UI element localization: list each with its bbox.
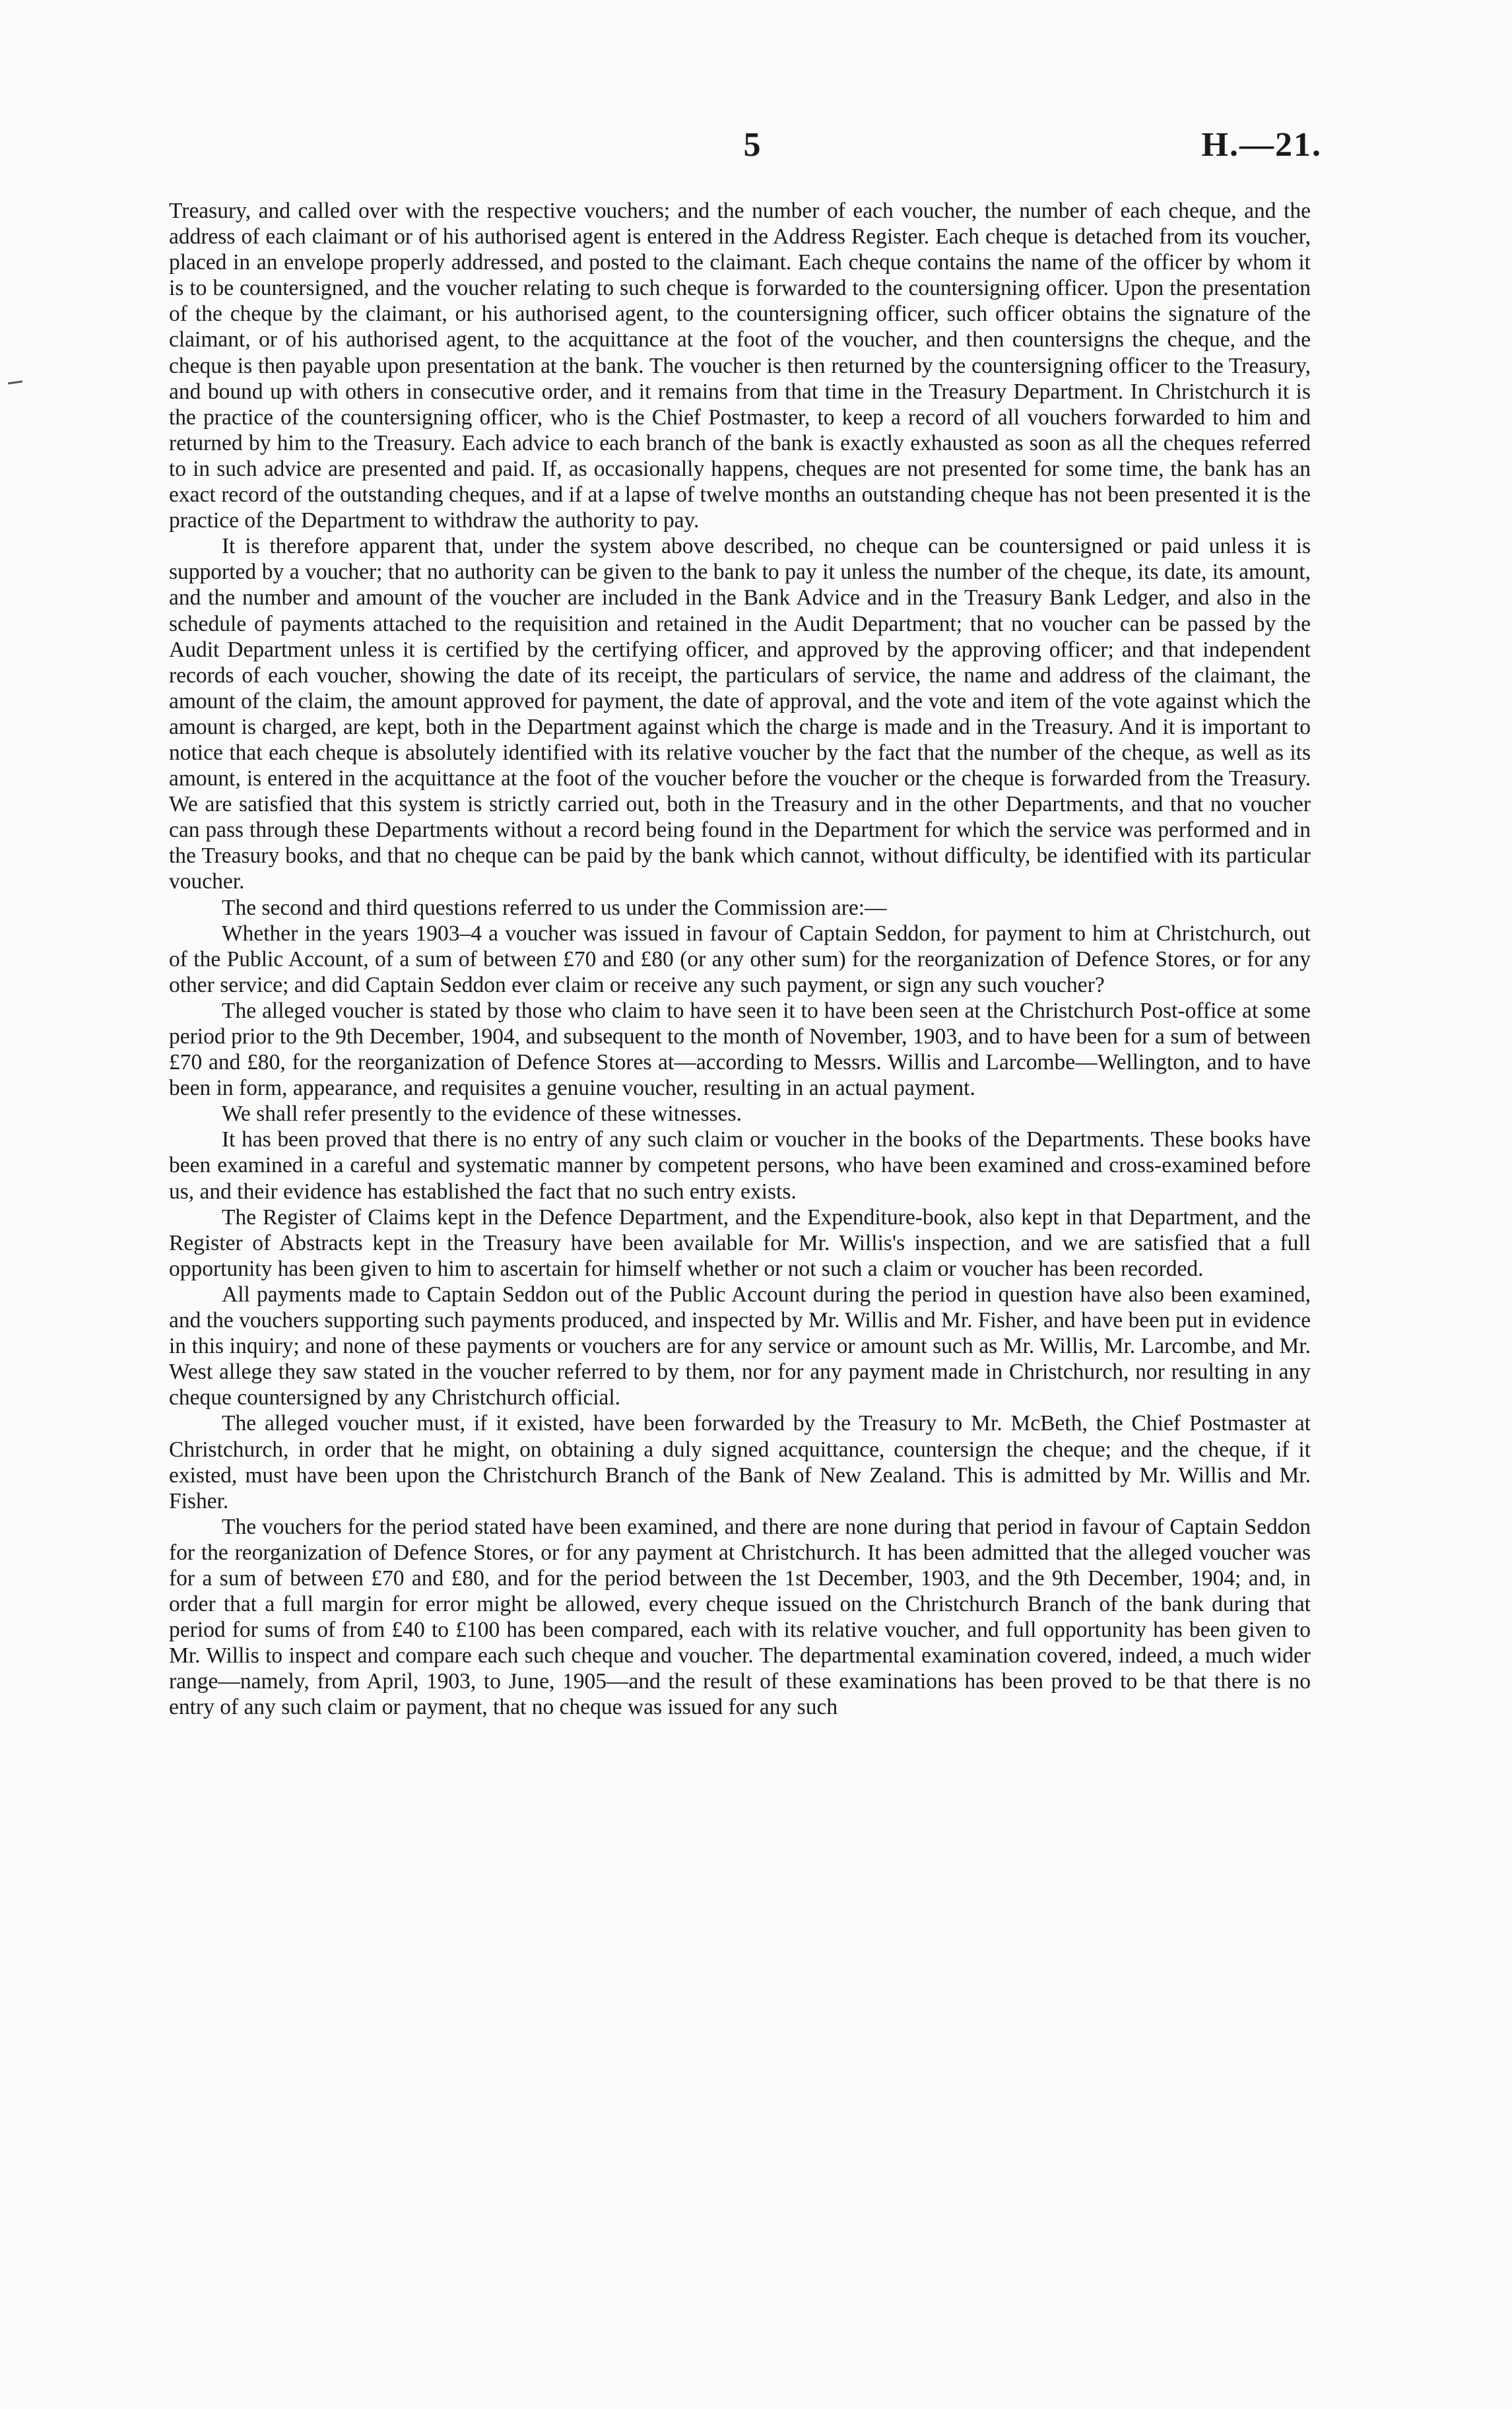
document-reference: H.—21.: [1201, 126, 1322, 164]
page-header: [0, 125, 1512, 178]
paragraph-forwarded-mcbeth: The alleged voucher must, if it existed, have been forwarded by the Treasury to Mr. McBeth, the Chief Postmaster at Christchurch, in order that he might, on obtaining a duly signed acquittance, countersign the cheque; and the cheque, if it existed, must have been upon the Christchurch Branch of the Bank of New Zealand. This is admitted by Mr. Willis and Mr. Fisher.: [169, 1411, 1311, 1513]
paragraph-question-text: Whether in the years 1903–4 a voucher was issued in favour of Captain Seddon, for payment to him at Christchurch, out of the Public Account, of a sum of between £70 and £80 (or any other sum) for the reorganization of Defence Stores, or for any other service; and did Captain Seddon ever claim or receive any such payment, or sign any such voucher?: [169, 921, 1311, 997]
margin-mark: [8, 380, 22, 384]
page-number: 5: [743, 126, 762, 164]
paragraph-payments-examined: All payments made to Captain Seddon out of the Public Account during the period in question have also been examined, and the vouchers supporting such payments produced, and inspected by Mr. Willis and Mr. Fisher, and have been put in evidence in this inquiry; and none of these payments or vouchers are for any service or amount such as Mr. Willis, Mr. Larcombe, and Mr. West allege they saw stated in the voucher referred to by them, nor for any payment made in Christchurch, nor resulting in any cheque countersigned by any Christchurch official.: [169, 1282, 1311, 1410]
paragraph-treasury-procedure: Treasury, and called over with the respective vouchers; and the number of each voucher, the number of each cheque, and the address of each claimant or of his authorised agent is entered in the Address Register. Each cheque is detached from its voucher, placed in an envelope properly addressed, and posted to the claimant. Each cheque contains the name of the officer by whom it is to be countersigned, and the voucher relating to such cheque is forwarded to the countersigning officer. Upon the presentation of the cheque by the claimant, or his authorised agent, to the countersigning officer, such officer obtains the signature of the claimant, or of his authorised agent, to the acquittance at the foot of the voucher, and then countersigns the cheque, and the cheque is then payable upon presentation at the bank. The voucher is then returned by the countersigning officer to the Treasury, and bound up with others in consecutive order, and it remains from that time in the Treasury Department. In Christchurch it is the practice of the countersigning officer, who is the Chief Postmaster, to keep a record of all vouchers forwarded to him and returned by him to the Treasury. Each advice to each branch of the bank is exactly exhausted as soon as all the cheques referred to in such advice are presented and paid. If, as occasionally happens, cheques are not presented for some time, the bank has an exact record of the outstanding cheques, and if at a lapse of twelve months an outstanding cheque has not been presented it is the practice of the Department to withdraw the authority to pay.: [169, 199, 1311, 533]
body-text: [169, 198, 1311, 1721]
paragraph-vouchers-examined: The vouchers for the period stated have been examined, and there are none during that period in favour of Captain Seddon for the reorganization of Defence Stores, or for any payment at Christchurch. It has been admitted that the alleged voucher was for a sum of between £70 and £80, and for the period between the 1st December, 1903, and the 9th December, 1904; and, in order that a full margin for error might be allowed, every cheque issued on the Christchurch Branch of the bank during that period for sums of from £40 to £100 has been compared, each with its relative voucher, and full opportunity has been given to Mr. Willis to inspect and compare each such cheque and voucher. The departmental examination covered, indeed, a much wider range—namely, from April, 1903, to June, 1905—and the result of these examinations has been proved to be that there is no entry of any such claim or payment, that no cheque was issued for any such: [169, 1514, 1311, 1720]
paragraph-refer-evidence: We shall refer presently to the evidence of these witnesses.: [222, 1102, 742, 1127]
paragraph-commission-questions: The second and third questions referred to us under the Commission are:—: [222, 895, 887, 920]
paragraph-no-entry: It has been proved that there is no entry of any such claim or voucher in the books of the Departments. These books have been examined in a careful and systematic manner by competent persons, who have been examined and cross-examined before us, and their evidence has established the fact that no such entry exists.: [169, 1127, 1311, 1204]
paragraph-register-of-claims: The Register of Claims kept in the Defence Department, and the Expenditure-book, also kept in that Department, and the Register of Abstracts kept in the Treasury have been available for Mr. Willis's inspection, and we are satisfied that a full opportunity has been given to him to ascertain for himself whether or not such a claim or voucher has been recorded.: [169, 1204, 1311, 1281]
paragraph-alleged-voucher: The alleged voucher is stated by those who claim to have seen it to have been seen at the Christchurch Post-office at some period prior to the 9th December, 1904, and subsequent to the month of November, 1903, and to have been for a sum of between £70 and £80, for the reorganization of Defence Stores at—according to Messrs. Willis and Larcombe—Wellington, and to have been in form, appearance, and requisites a genuine voucher, resulting in an actual payment.: [169, 998, 1311, 1101]
paragraph-system-apparent: It is therefore apparent that, under the system above described, no cheque can be countersigned or paid unless it is supported by a voucher; that no authority can be given to the bank to pay it unless the number of the cheque, its date, its amount, and the number and amount of the voucher are included in the Bank Advice and in the Treasury Bank Ledger, and also in the schedule of payments attached to the requisition and retained in the Audit Department; that no voucher can be passed by the Audit Department unless it is certified by the certifying officer, and approved by the approving officer; and that independent records of each voucher, showing the date of its receipt, the particulars of service, the name and address of the claimant, the amount of the claim, the amount approved for payment, the date of approval, and the vote and item of the vote against which the amount is charged, are kept, both in the Department against which the charge is made and in the Treasury. And it is important to notice that each cheque is absolutely identified with its relative voucher by the fact that the number of the cheque, as well as its amount, is entered in the acquittance at the foot of the voucher before the voucher or the cheque is forwarded from the Treasury. We are satisfied that this system is strictly carried out, both in the Treasury and in the other Departments, and that no voucher can pass through these Departments without a record being found in the Department for which the service was performed and in the Treasury books, and that no cheque can be paid by the bank which cannot, without difficulty, be identified with its particular voucher.: [169, 534, 1311, 894]
